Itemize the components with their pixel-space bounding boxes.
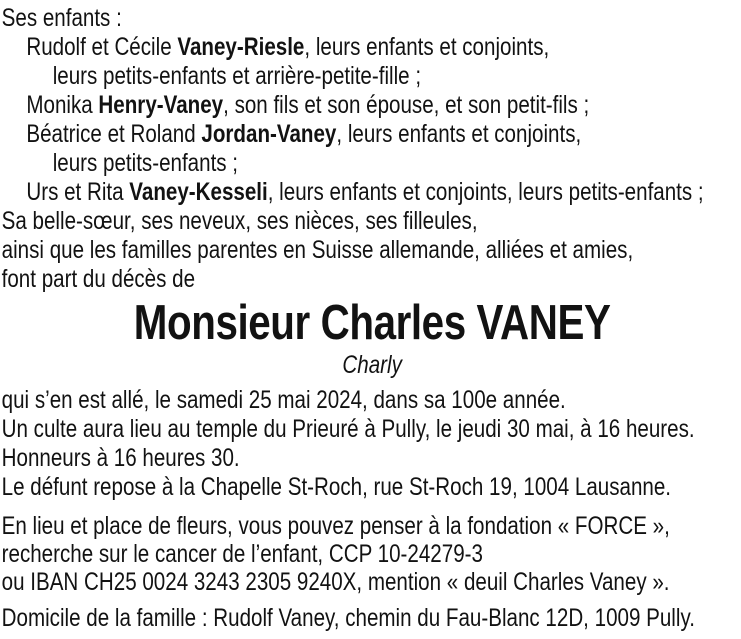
family-line-text: , leurs enfants et conjoints, <box>304 33 550 61</box>
family-name-bold: Henry-Vaney <box>98 91 224 119</box>
family-line <box>2 91 741 120</box>
donation-line: En lieu et place de fleurs, vous pouvez penser à la fondation « FORCE », <box>1 512 670 540</box>
donation-line: ou IBAN CH25 0024 3243 2305 9240X, mention « deuil Charles Vaney ». <box>1 568 670 596</box>
family-line-text: font part du décès de <box>1 265 196 293</box>
detail-lines-section <box>2 386 741 502</box>
donation-line: recherche sur le cancer de l’enfant, CCP 10-24279-3 <box>1 540 483 568</box>
family-line <box>2 178 741 207</box>
family-line-text: Ses enfants : <box>1 4 122 32</box>
family-line-text: leurs petits-enfants ; <box>52 149 239 177</box>
family-line-text: Sa belle-sœur, ses neveux, ses nièces, ses filleules, <box>1 207 478 235</box>
family-line <box>2 120 741 149</box>
detail-line: Le défunt repose à la Chapelle St-Roch, rue St-Roch 19, 1004 Lausanne. <box>1 473 672 501</box>
family-line-text: Urs et Rita <box>26 178 130 206</box>
family-line <box>2 33 741 62</box>
detail-line: Honneurs à 16 heures 30. <box>1 444 240 472</box>
family-line-text: , leurs enfants et conjoints, <box>336 120 582 148</box>
family-line <box>2 4 741 33</box>
family-line <box>2 236 741 265</box>
deceased-name: Monsieur Charles VANEY <box>133 296 611 350</box>
donation-section <box>2 512 741 596</box>
family-line <box>2 149 741 178</box>
family-line <box>2 207 741 236</box>
family-name-bold: Jordan-Vaney <box>201 120 337 148</box>
detail-line: qui s’en est allé, le samedi 25 mai 2024, dans sa 100e année. <box>1 386 566 414</box>
family-line <box>2 62 741 91</box>
family-name-bold: Vaney-Riesle <box>177 33 305 61</box>
family-line <box>2 265 741 294</box>
family-name-bold: Vaney-Kesseli <box>129 178 268 206</box>
family-line-text: , leurs enfants et conjoints, leurs petits-enfants ; <box>267 178 704 206</box>
family-line-text: , son fils et son épouse, et son petit-fils ; <box>223 91 590 119</box>
family-line-text: Rudolf et Cécile <box>26 33 178 61</box>
family-line-text: Béatrice et Roland <box>26 120 202 148</box>
detail-line: Un culte aura lieu au temple du Prieuré à Pully, le jeudi 30 mai, à 16 heures. <box>1 415 695 443</box>
family-line-text: Monika <box>26 91 99 119</box>
deceased-nickname: Charly <box>342 351 402 379</box>
family-line-text: ainsi que les familles parentes en Suisse allemande, alliées et amies, <box>1 236 634 264</box>
family-lines-section <box>2 4 741 294</box>
family-home-line: Domicile de la famille : Rudolf Vaney, chemin du Fau-Blanc 12D, 1009 Pully. <box>1 604 695 632</box>
family-line-text: leurs petits-enfants et arrière-petite-fille ; <box>52 62 422 90</box>
